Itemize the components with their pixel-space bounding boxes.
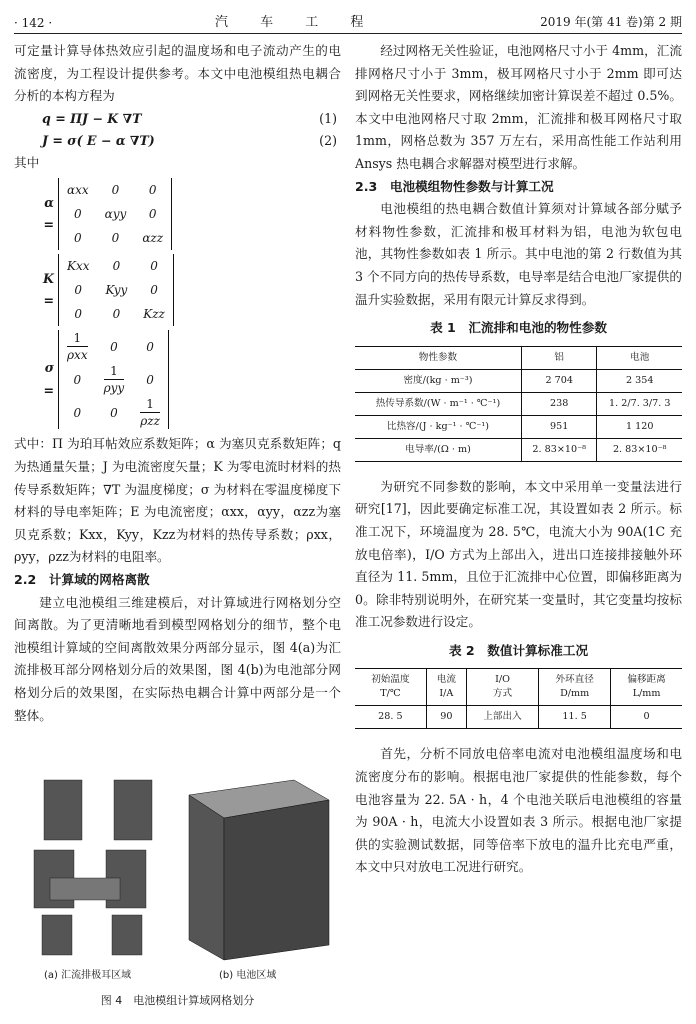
busbar-mesh-image (34, 780, 152, 955)
paragraph: 可定量计算导体热效应引起的温度场和电子流动产生的电流密度，为工程设计提供参考。本文中电池模组热电耦合分析的本构方程为 (14, 43, 341, 104)
figure-caption: 图 4 电池模组计算域网格划分 (100, 994, 255, 1007)
paragraph: 电池模组的热电耦合数值计算须对计算域各部分赋予材料物性参数，汇流排和极耳材料为铝，电池为软包电池，其物性参数如表 1 所示。其中电池的第 2 行数值为其 3 个不同方向的热传导系数，电导率是结合电池厂家提供的温升实验数据，采用有限元计算反求得到。 (355, 201, 682, 307)
table-2-caption: 表 2 数值计算标准工况 (448, 642, 589, 658)
table-row: 比热容/(J · kg⁻¹ · ℃⁻¹) 951 1 120 (355, 415, 682, 438)
paragraph: 首先，分析不同放电倍率电流对电池模组温度场和电流密度分布的影响。根据电池厂家提供的性能参数，每个电池容量为 22. 5A · h，4 个电池关联后电池模组的容量为 90A · h，电流大小设置如表 3 所示。根据电池厂家提供的实验测试数据，同等倍率下放电的温升比充电严重，本文中只对放电工况进行研究。 (355, 746, 682, 875)
mesh-figure (14, 770, 341, 980)
equation-2 (14, 130, 341, 152)
subfigure-b-label: (b) 电池区域 (219, 970, 277, 981)
table-1: 物性参数 铝 电池 密度/(kg · m⁻³) 2 704 2 354 热传导系数/(W · m⁻¹ · ℃⁻¹) 238 1. 2/7. 3/7. 3 比热容/(J · kg⁻¹ · ℃⁻¹) 951 1 120 电导率/(Ω · m) 2. 83×10⁻⁸ 2. 83×10⁻⁸ (355, 346, 682, 462)
table-row: 28. 5 90 上部出入 11. 5 0 (355, 706, 682, 729)
matrix-label: K = (43, 270, 54, 309)
table-row: 密度/(kg · m⁻³) 2 704 2 354 (355, 369, 682, 392)
table-2: 初始温度 T/℃ 电流 I/A I/O 方式 外环直径 D/mm 偏移距离 L/mm 28. 5 90 上部出入 11. 5 0 (355, 668, 682, 729)
paragraph: 为研究不同参数的影响，本文中采用单一变量法进行研究[17]，因此要确定标准工况，其设置如表 2 所示。标准工况下，环境温度为 28. 5℃，电流大小为 90A(1C 充放电倍率)，I/O 方式为上部出入，进出口连接排接触外环直径为 11. 5mm，且位于汇流排中心位置，即偏移距离为 0。除非特别说明外，在研究某一变量时，其它变量均按标准工况参数进行设定。 (355, 478, 682, 630)
issue-info: 2019 年(第 41 卷)第 2 期 (540, 15, 682, 29)
where-label: 其中 (14, 154, 40, 170)
left-column (14, 40, 341, 727)
figure-4 (14, 770, 341, 1010)
sigma-matrix: σ = $\frac{1}{\text{ρxx}}$ 0 0 0 $\frac{1}{\text{ρyy}}$ 0 0 0 $\frac{1}{\text{ρzz}}$ (34, 330, 341, 429)
battery-mesh-image (189, 780, 329, 960)
equation-text: J = σ( E − α ∇T) (42, 132, 155, 148)
right-column (355, 40, 682, 879)
equation-number: (2) (319, 132, 337, 148)
equation-1 (14, 108, 341, 130)
paragraph: 经过网格无关性验证，电池网格尺寸小于 4mm，汇流排网格尺寸小于 3mm，极耳网格尺寸小于 2mm 即可达到网格无关性要求，网格继续加密计算误差不超过 0.5%。本文中电池网格尺寸取 2mm，汇流排和极耳网格尺寸取 1mm，网格总数为 357 万左右，采用高性能工作站利用 Ansys 热电耦合求解器对模型进行求解。 (355, 43, 682, 171)
page-header (14, 8, 682, 34)
paragraph: 建立电池模组三维建模后，对计算域进行网格划分空间离散。为了更清晰地看到模型网格划分的细节，整个电池模组计算域的空间离散效果分两部分显示，图 4(a)为汇流排极耳部分网格划分后的效果图，图 4(b)为电池部分网格划分后的效果图，在实际热电耦合计算中两部分是一个整体。 (14, 594, 341, 723)
matrix-label: σ = (43, 360, 54, 398)
equation-text: q = ΠJ − K ∇T (42, 110, 142, 126)
matrix-label: α = (43, 194, 54, 233)
alpha-matrix: α = αxx 0 0 0 αyy 0 0 0 αzz (34, 178, 341, 250)
equation-number: (1) (319, 110, 337, 126)
paragraph: 式中：Π 为珀耳帖效应系数矩阵；α 为塞贝克系数矩阵；q 为热通量矢量；J 为电流密度矢量；K 为零电流时材料的热传导系数矩阵；∇T 为温度梯度；σ 为材料在零温度梯度下材料的导电率矩阵；E 为电流密度；αxx，αyy，αzz为塞贝克系数；Kxx，Kyy，Kzz为材料的热传导系数；ρxx，ρyy，ρzz为材料的电阻率。 (14, 436, 341, 565)
table-row: 热传导系数/(W · m⁻¹ · ℃⁻¹) 238 1. 2/7. 3/7. 3 (355, 392, 682, 415)
page-number: · 142 · (14, 16, 53, 30)
table-1-caption: 表 1 汇流排和电池的物性参数 (430, 320, 607, 336)
section-heading: 2.2 计算域的网格离散 (14, 571, 150, 587)
k-matrix: K = Kxx 0 0 0 Kyy 0 0 0 Kzz (34, 254, 341, 326)
section-heading: 2.3 电池模组物性参数与计算工况 (355, 178, 554, 194)
subfigure-a-label: (a) 汇流排极耳区域 (44, 970, 132, 981)
table-row: 电导率/(Ω · m) 2. 83×10⁻⁸ 2. 83×10⁻⁸ (355, 438, 682, 461)
journal-title: 汽 车 工 程 (214, 15, 378, 30)
